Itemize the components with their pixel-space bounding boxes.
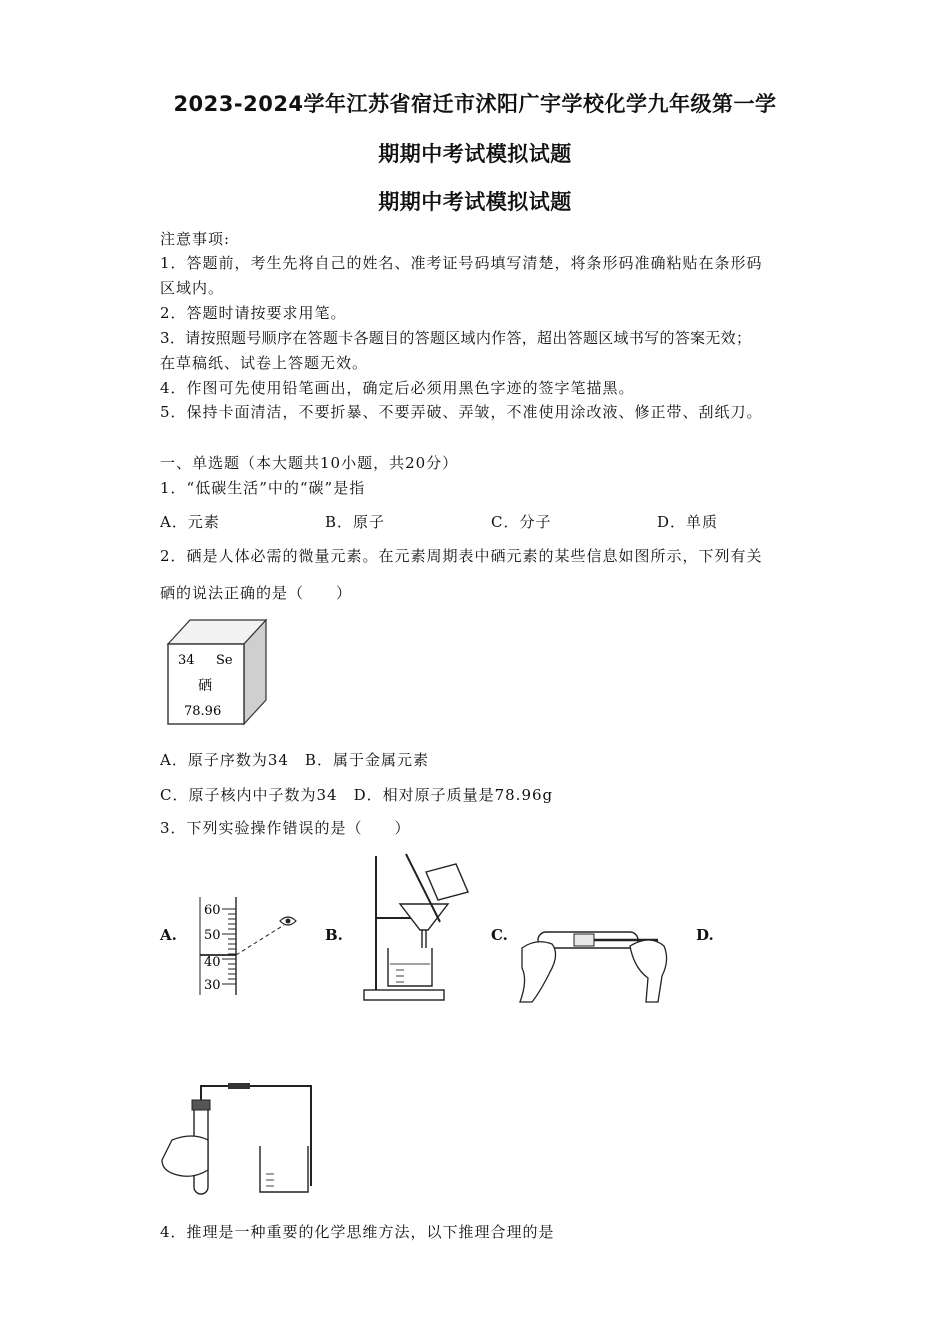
notice-line: 2．答题时请按要求用笔。: [160, 304, 347, 322]
question-3-label-d: D.: [696, 926, 714, 944]
question-1-option-d: D．单质: [657, 513, 719, 531]
element-symbol: Se: [216, 653, 233, 668]
question-1-option-a: A．元素: [160, 513, 220, 531]
selenium-element-card: [160, 614, 270, 726]
question-2-options: A．原子序数为34 B．属于金属元素: [160, 751, 429, 769]
question-3-label-b: B.: [325, 926, 343, 944]
question-2-options: C．原子核内中子数为34 D．相对原子质量是78.96g: [160, 786, 554, 804]
notice-line: 3．请按照题号顺序在答题卡各题目的答题区域内作答，超出答题区域书写的答案无效；: [160, 329, 752, 347]
section-heading: 一、单选题（本大题共10小题，共20分）: [160, 454, 459, 472]
question-4-stem: 4．推理是一种重要的化学思维方法，以下推理合理的是: [160, 1223, 555, 1241]
notice-heading: 注意事项:: [160, 230, 231, 248]
element-number: 34: [178, 653, 195, 668]
test-tube-hands-figure: [518, 908, 674, 1004]
notice-line: 在草稿纸、试卷上答题无效。: [160, 354, 369, 372]
notice-line: 4．作图可先使用铅笔画出，确定后必须用黑色字迹的签字笔描黑。: [160, 379, 635, 397]
element-name: 硒: [198, 678, 212, 694]
notice-line: 5．保持卡面清洁，不要折暴、不要弄破、弄皱，不准使用涂改液、修正带、刮纸刀。: [160, 403, 763, 421]
question-2-stem: 2．硒是人体必需的微量元素。在元素周期表中硒元素的某些信息如图所示，下列有关: [160, 547, 763, 565]
page-title-line-3: 期期中考试模拟试题: [378, 190, 572, 214]
question-1-option-b: B．原子: [325, 513, 386, 531]
question-1-stem: 1．“低碳生活”中的“碳”是指: [160, 479, 366, 497]
page-title-line-2: 期期中考试模拟试题: [378, 142, 572, 166]
notice-line: 1．答题前，考生先将自己的姓名、准考证号码填写清楚，将条形码准确粘贴在条形码: [160, 254, 763, 272]
page-title-line-1: 2023-2024学年江苏省宿迁市沭阳广宇学校化学九年级第一学: [173, 92, 777, 116]
airtightness-check-figure: [158, 1082, 318, 1200]
cylinder-tick-30: 30: [204, 978, 221, 993]
cylinder-tick-50: 50: [204, 928, 221, 943]
question-3-label-c: C.: [491, 926, 508, 944]
question-1-option-c: C．分子: [491, 513, 552, 531]
question-3-label-a: A.: [160, 926, 177, 944]
filtration-apparatus-figure: [360, 852, 472, 1004]
notice-line: 区域内。: [160, 279, 225, 297]
cylinder-tick-40: 40: [204, 955, 221, 970]
question-3-stem: 3．下列实验操作错误的是（ ）: [160, 819, 411, 837]
question-2-stem: 硒的说法正确的是（ ）: [160, 584, 353, 602]
graduated-cylinder-figure: [196, 895, 308, 1000]
cylinder-tick-60: 60: [204, 903, 221, 918]
element-mass: 78.96: [184, 704, 222, 719]
